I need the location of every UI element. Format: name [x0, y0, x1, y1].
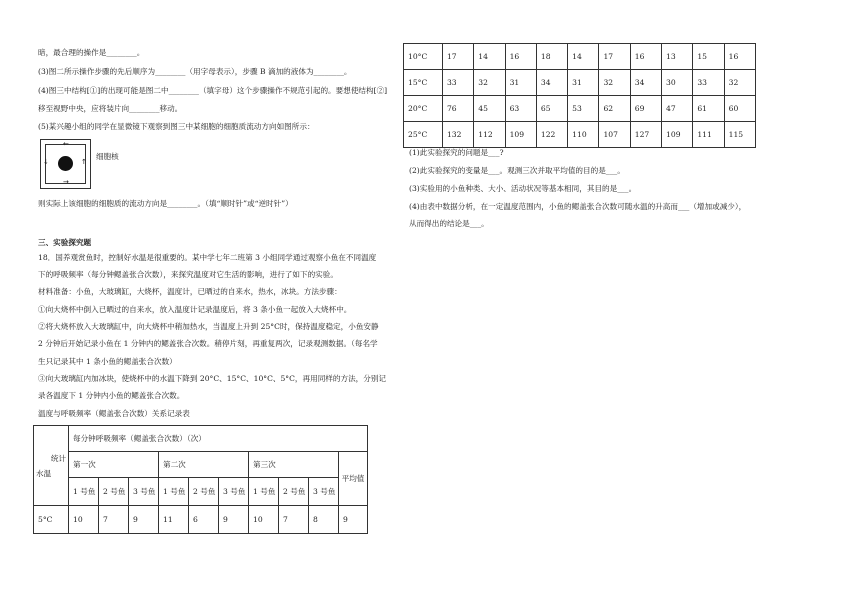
q18-line-9: 录各温度下 1 分钟内小鱼的鳃盖张合次数。: [38, 391, 185, 400]
q-after-figure: 则实际上该细胞的细胞质的流动方向是________。（填“顺时针”或“逆时针”）: [38, 199, 293, 208]
q18-line-7: 生只记录其中 1 条小鱼的鳃盖张合次数）: [38, 357, 177, 366]
table-cell: 112: [474, 122, 505, 148]
table-cell: 16: [724, 44, 755, 70]
table-cell: 5°C: [34, 506, 69, 534]
q18-line-5: ②将大烧杯放入大玻璃缸中，向大烧杯中稍加热水，当温度上升到 25°C时，保持温度稳定，小鱼安静: [38, 322, 379, 331]
table-cell: 109: [505, 122, 536, 148]
question-2: (2)此实验探究的变量是___。观测三次并取平均值的目的是___。: [409, 166, 625, 175]
table-cell: 20°C: [404, 96, 443, 122]
header-main: 每分钟呼吸频率（鳃盖张合次数）（次）: [69, 426, 368, 452]
table-cell: 63: [505, 96, 536, 122]
table-cell: 10: [69, 506, 99, 534]
table-cell: 31: [568, 70, 599, 96]
q-line-2: (3)图二所示操作步骤的先后顺序为________（用字母表示），步骤 B 滴加的液体为________。: [38, 67, 352, 76]
section-title: 三、实验探究题: [38, 238, 92, 247]
fish-label: 1 号鱼: [69, 478, 99, 506]
table-cell: 17: [599, 44, 630, 70]
table-row: [404, 70, 756, 96]
table-cell: 8: [309, 506, 339, 534]
table-cell: 30: [662, 70, 693, 96]
data-table-left: [33, 425, 368, 534]
question-3: (3)实验用的小鱼种类、大小、活动状况等基本相同，其目的是___。: [409, 184, 637, 193]
fish-label: 1 号鱼: [249, 478, 279, 506]
table-cell: 53: [568, 96, 599, 122]
nucleus-icon: [58, 156, 73, 171]
table-cell: 110: [568, 122, 599, 148]
nucleus-label: 细胞核: [96, 152, 119, 161]
table-cell: 6: [189, 506, 219, 534]
table-cell: 76: [442, 96, 473, 122]
table-cell: 16: [505, 44, 536, 70]
table-cell: 122: [536, 122, 567, 148]
corner-top: 统计: [50, 453, 66, 463]
avg-header: 平均值: [339, 452, 368, 506]
table-cell: 132: [442, 122, 473, 148]
table-row: [404, 122, 756, 148]
table-cell: 14: [474, 44, 505, 70]
table-cell: 32: [599, 70, 630, 96]
table-cell: 9: [339, 506, 368, 534]
table-cell: 69: [630, 96, 661, 122]
q-line-3: (4)图三中结构[①]的出现可能是图二中________（填字母）这个步骤操作不规范引起的。要想使结构[②]: [38, 86, 388, 95]
table-cell: 33: [442, 70, 473, 96]
table-cell: 109: [662, 122, 693, 148]
table-row: [404, 44, 756, 70]
corner-cell: [34, 426, 69, 506]
table-cell: 17: [442, 44, 473, 70]
table-cell: 11: [159, 506, 189, 534]
arrow-right-icon: →: [63, 178, 69, 186]
q18-line-6: 2 分钟后开始记录小鱼在 1 分钟内的鳃盖张合次数。稍停片刻，再重复两次，记录观测数据。（每名学: [38, 339, 378, 348]
table-cell: 15: [693, 44, 724, 70]
table-cell: 107: [599, 122, 630, 148]
fish-label: 3 号鱼: [219, 478, 249, 506]
table-cell: 127: [630, 122, 661, 148]
round-3: 第三次: [249, 452, 339, 478]
fish-label: 1 号鱼: [159, 478, 189, 506]
table-cell: 31: [505, 70, 536, 96]
table-cell: 10°C: [404, 44, 443, 70]
table-cell: 33: [693, 70, 724, 96]
question-1: (1)此实验探究的问题是___?: [409, 148, 504, 157]
table-cell: 62: [599, 96, 630, 122]
table-cell: 7: [279, 506, 309, 534]
table-cell: 32: [474, 70, 505, 96]
fish-label: 2 号鱼: [279, 478, 309, 506]
table-cell: 16: [630, 44, 661, 70]
fish-label: 3 号鱼: [129, 478, 159, 506]
question-4: (4)由表中数据分析，在一定温度范围内，小鱼的鳃盖张合次数可随水温的升高而___（增加或减少），: [409, 202, 747, 211]
fish-label: 3 号鱼: [309, 478, 339, 506]
table-cell: 25°C: [404, 122, 443, 148]
table-cell: 45: [474, 96, 505, 122]
q18-line-1: 18．国养观赏鱼时，控制好水温是很重要的。某中学七年二班第 3 小组同学通过观察小鱼在不同温度: [38, 253, 377, 262]
table-cell: 34: [536, 70, 567, 96]
question-5: 从而得出的结论是___。: [409, 219, 489, 228]
q18-line-2: 下的呼吸频率（每分钟鳃盖张合次数），来探究温度对它生活的影响，进行了如下的实验。: [38, 270, 338, 279]
data-table-right: [403, 43, 756, 148]
q-line-4: 移至视野中央，应将装片向________移动。: [38, 104, 183, 113]
table-cell: 111: [693, 122, 724, 148]
arrow-down-icon: ↓: [43, 158, 49, 166]
table-row: [404, 96, 756, 122]
table-caption: 温度与呼吸频率（鳃盖张合次数）关系记录表: [38, 409, 190, 418]
table-cell: 15°C: [404, 70, 443, 96]
table-cell: 9: [219, 506, 249, 534]
table-cell: 60: [724, 96, 755, 122]
table-cell: 61: [693, 96, 724, 122]
round-1: 第一次: [69, 452, 159, 478]
fish-label: 2 号鱼: [99, 478, 129, 506]
table-cell: 47: [662, 96, 693, 122]
q-line-5: (5)某兴趣小组的同学在显微镜下观察到图三中某细胞的细胞质流动方向如图所示：: [38, 122, 315, 131]
round-2: 第二次: [159, 452, 249, 478]
fish-label: 2 号鱼: [189, 478, 219, 506]
table-cell: 115: [724, 122, 755, 148]
cell-flow-diagram: [40, 139, 91, 189]
table-cell: 13: [662, 44, 693, 70]
arrow-left-icon: ←: [63, 140, 69, 148]
table-cell: 14: [568, 44, 599, 70]
table-cell: 9: [129, 506, 159, 534]
q18-line-8: ③向大玻璃缸内加冰块，使烧杯中的水温下降到 20°C、15°C、10°C、5°C，再用同样的方法，分别记: [38, 374, 387, 383]
table-row: [34, 506, 368, 534]
q18-line-4: ①向大烧杯中倒入已晒过的自来水，放入温度计记录温度后，将 3 条小鱼一起放入大烧杯中。: [38, 305, 352, 314]
table-cell: 65: [536, 96, 567, 122]
table-cell: 7: [99, 506, 129, 534]
table-cell: 18: [536, 44, 567, 70]
table-cell: 32: [724, 70, 755, 96]
q-line-1: 暗，最合理的操作是________。: [38, 48, 145, 57]
arrow-up-icon: ↑: [81, 158, 87, 166]
q18-line-3: 材料准备：小鱼，大玻璃缸，大烧杯，温度计，已晒过的自来水，热水，冰块。方法步骤：: [38, 287, 342, 296]
corner-bottom: 水温: [36, 468, 52, 478]
table-cell: 10: [249, 506, 279, 534]
table-cell: 34: [630, 70, 661, 96]
